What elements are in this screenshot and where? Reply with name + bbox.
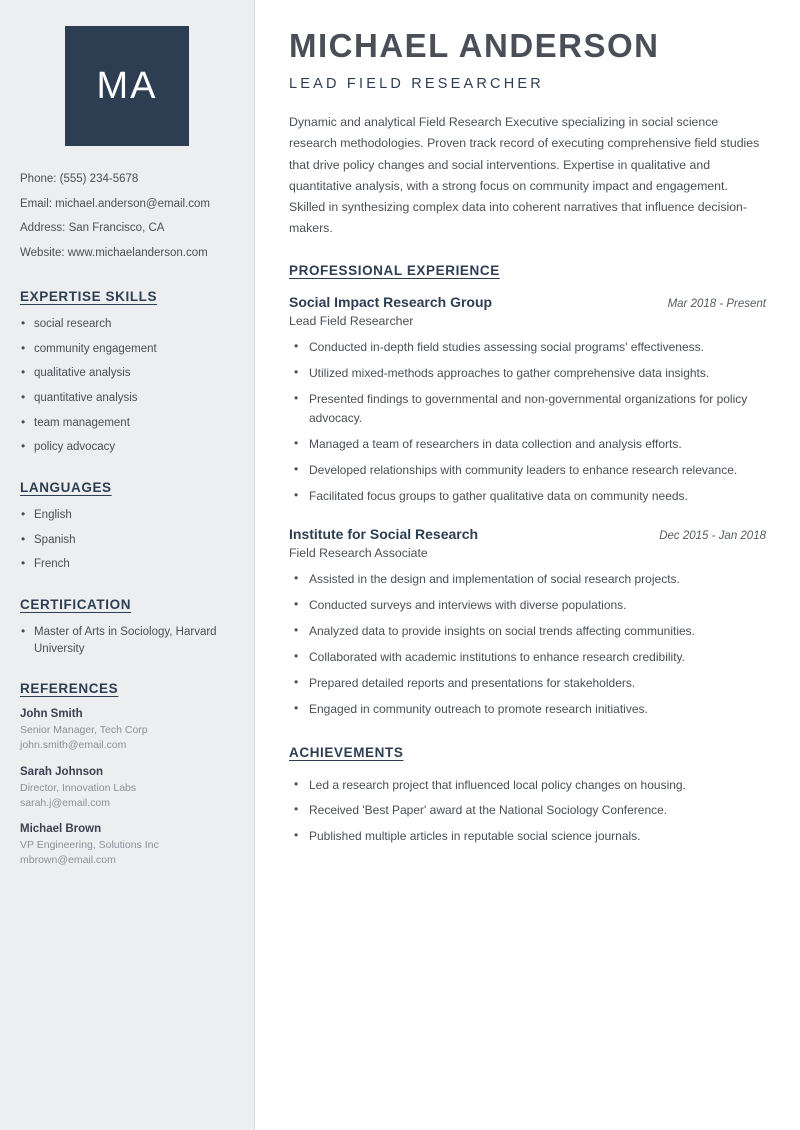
contact-email: Email: michael.anderson@email.com <box>20 197 210 210</box>
professional-summary: Dynamic and analytical Field Research Executive specializing in social science research methodologies. Proven track record of executing comprehensive field studies that drive policy changes and social interventions. Expertise in qualitative and quantitative analysis, with a strong focus on community impact and engagement. Skilled in synthesizing complex data into coherent narratives that influence decision-makers. <box>289 115 760 235</box>
reference-name: Sarah Johnson <box>20 765 104 778</box>
reference-name: Michael Brown <box>20 823 102 836</box>
list-item: • Conducted surveys and interviews with diverse populations. <box>289 596 766 615</box>
list-item: • Engaged in community outreach to promote research initiatives. <box>289 700 766 719</box>
company-name: Institute for Social Research <box>289 525 479 542</box>
main-content <box>255 0 800 1130</box>
list-item: • quantitative analysis <box>20 390 234 407</box>
contact-address: Address: San Francisco, CA <box>20 222 165 235</box>
list-item: • qualitative analysis <box>20 365 234 382</box>
experience-heading: PROFESSIONAL EXPERIENCE <box>289 263 500 279</box>
responsibility-list <box>289 338 766 506</box>
skills-section <box>20 289 234 456</box>
list-item: • Led a research project that influenced local policy changes on housing. <box>289 776 766 795</box>
contact-website: Website: www.michaelanderson.com <box>20 246 208 259</box>
reference-email: mbrown@email.com <box>20 853 116 866</box>
certification-section <box>20 597 234 657</box>
list-item: • Assisted in the design and implementation of social research projects. <box>289 570 766 589</box>
avatar-monogram: MA <box>65 26 189 146</box>
list-item: • team management <box>20 415 234 432</box>
list-item: • social research <box>20 316 234 333</box>
achievements-section <box>289 745 766 847</box>
skills-list <box>20 316 234 456</box>
contact-list <box>20 172 234 261</box>
list-item: • Prepared detailed reports and presentations for stakeholders. <box>289 674 766 693</box>
list-item: • Spanish <box>20 532 234 549</box>
reference-email: john.smith@email.com <box>20 739 127 752</box>
employment-dates: Dec 2015 - Jan 2018 <box>659 529 766 542</box>
languages-list <box>20 507 234 573</box>
responsibility-list <box>289 570 766 719</box>
monogram-container <box>20 26 234 146</box>
experience-header <box>289 294 766 310</box>
list-item: • Developed relationships with community leaders to enhance research relevance. <box>289 461 766 480</box>
languages-heading: LANGUAGES <box>20 480 112 496</box>
employment-dates: Mar 2018 - Present <box>667 298 766 311</box>
reference-email: sarah.j@email.com <box>20 796 111 809</box>
list-item: • Received 'Best Paper' award at the National Sociology Conference. <box>289 801 766 820</box>
achievements-heading: ACHIEVEMENTS <box>289 744 404 760</box>
list-item: • Managed a team of researchers in data collection and analysis efforts. <box>289 435 766 454</box>
list-item: • Utilized mixed-methods approaches to gather comprehensive data insights. <box>289 364 766 383</box>
sidebar <box>0 0 255 1130</box>
contact-phone: Phone: (555) 234-5678 <box>20 173 139 185</box>
reference-name: John Smith <box>20 708 83 721</box>
job-role-subtitle: LEAD FIELD RESEARCHER <box>289 76 544 93</box>
skills-heading: EXPERTISE SKILLS <box>20 289 158 305</box>
list-item: • policy advocacy <box>20 439 234 456</box>
reference-title: VP Engineering, Solutions Inc <box>20 839 159 852</box>
list-item: • French <box>20 556 234 573</box>
list-item: • Collaborated with academic institutions to enhance research credibility. <box>289 648 766 667</box>
certification-list <box>20 624 234 657</box>
list-item: • Published multiple articles in reputable social science journals. <box>289 827 766 846</box>
list-item: • Master of Arts in Sociology, Harvard University <box>20 624 234 657</box>
list-item <box>20 708 234 752</box>
company-name: Social Impact Research Group <box>289 294 493 311</box>
certification-heading: CERTIFICATION <box>20 597 132 613</box>
reference-title: Senior Manager, Tech Corp <box>20 724 148 737</box>
list-item: • Presented findings to governmental and non-governmental organizations for policy advocacy. <box>289 390 766 428</box>
page-title: MICHAEL ANDERSON <box>289 27 660 64</box>
list-item: • community engagement <box>20 341 234 358</box>
experience-entry <box>289 526 766 719</box>
reference-title: Director, Innovation Labs <box>20 781 137 794</box>
position-title: Lead Field Researcher <box>289 314 414 329</box>
languages-section <box>20 480 234 573</box>
list-item: • Conducted in-depth field studies assessing social programs' effectiveness. <box>289 338 766 357</box>
list-item: • Facilitated focus groups to gather qualitative data on community needs. <box>289 487 766 506</box>
list-item <box>20 823 234 867</box>
references-section <box>20 681 234 867</box>
list-item: • English <box>20 507 234 524</box>
achievements-list <box>289 776 766 847</box>
list-item: • Analyzed data to provide insights on social trends affecting communities. <box>289 622 766 641</box>
position-title: Field Research Associate <box>289 545 428 560</box>
list-item <box>20 766 234 810</box>
experience-entry <box>289 294 766 506</box>
references-heading: REFERENCES <box>20 681 119 697</box>
experience-header <box>289 526 766 542</box>
